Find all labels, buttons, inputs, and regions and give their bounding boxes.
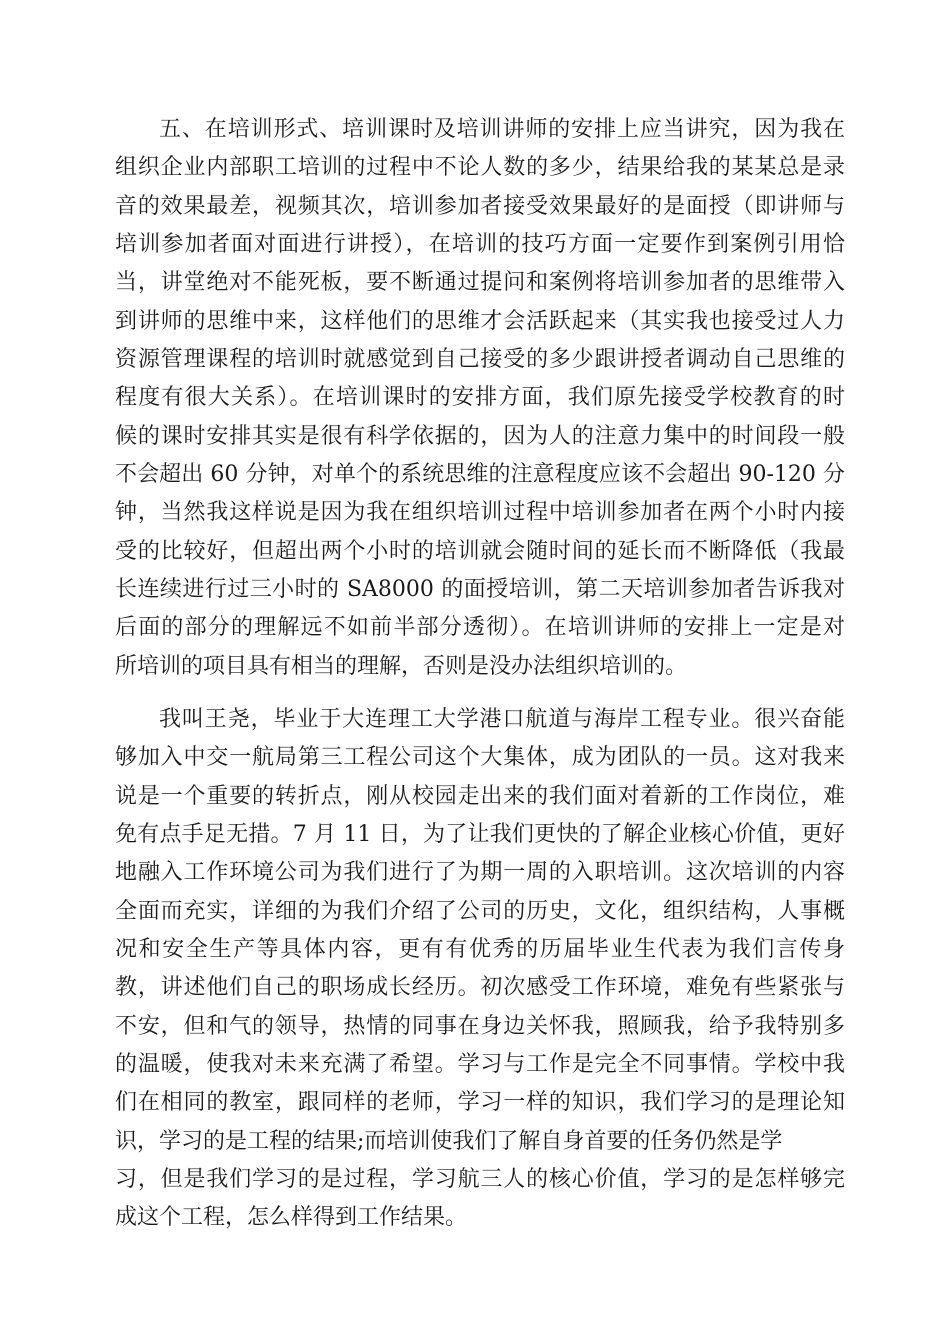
paragraph-line: 所培训的项目具有相当的理解，否则是没办法组织培训的。 — [115, 653, 688, 679]
paragraph-line: 不会超出 60 分钟，对单个的系统思维的注意程度应该不会超出 90-120 分 — [115, 462, 845, 488]
paragraph-line: 培训参加者面对面进行讲授），在培训的技巧方面一定要作到案例引用恰 — [115, 232, 845, 258]
paragraph-line: 们在相同的教室，跟同样的老师，学习一样的知识，我们学习的是理论知 — [115, 1090, 845, 1116]
paragraph-line: 程度有很大关系）。在培训课时的安排方面，我们原先接受学校教育的时 — [115, 385, 845, 411]
paragraph-line: 资源管理课程的培训时就感觉到自己接受的多少跟讲授者调动自己思维的 — [115, 347, 845, 373]
paragraph-line: 况和安全生产等具体内容，更有有优秀的历届毕业生代表为我们言传身 — [115, 937, 845, 963]
paragraph-line: 组织企业内部职工培训的过程中不论人数的多少，结果给我的某某总是录 — [115, 155, 845, 181]
paragraph-induction-training — [115, 701, 845, 1238]
paragraph-line: 音的效果最差，视频其次，培训参加者接受效果最好的是面授（即讲师与 — [115, 193, 845, 219]
paragraph-line: 当，讲堂绝对不能死板，要不断通过提问和案例将培训参加者的思维带入 — [115, 270, 845, 296]
paragraph-line: 识，学习的是工程的结果;而培训使我们了解自身首要的任务仍然是学 — [115, 1128, 783, 1154]
paragraph-line: 五、在培训形式、培训课时及培训讲师的安排上应当讲究，因为我在 — [159, 117, 845, 142]
paragraph-line: 钟，当然我这样说是因为我在组织培训过程中培训参加者在两个小时内接 — [115, 500, 845, 526]
paragraph-line: 候的课时安排其实是很有科学依据的，因为人的注意力集中的时间段一般 — [115, 423, 845, 449]
paragraph-line: 后面的部分的理解远不如前半部分透彻）。在培训讲师的安排上一定是对 — [115, 615, 845, 641]
paragraph-line: 够加入中交一航局第三工程公司这个大集体，成为团队的一员。这对我来 — [115, 745, 845, 771]
paragraph-line: 地融入工作环境公司为我们进行了为期一周的入职培训。这次培训的内容 — [115, 860, 845, 886]
paragraph-line: 全面而充实，详细的为我们介绍了公司的历史，文化，组织结构，人事概 — [115, 898, 845, 924]
paragraph-line: 说是一个重要的转折点，刚从校园走出来的我们面对着新的工作岗位，难 — [115, 783, 845, 809]
paragraph-training-arrangement — [115, 111, 845, 686]
paragraph-line: 长连续进行过三小时的 SA8000 的面授培训，第二天培训参加者告诉我对 — [115, 577, 845, 603]
paragraph-line: 到讲师的思维中来，这样他们的思维才会活跃起来（其实我也接受过人力 — [115, 308, 845, 334]
paragraph-line: 教，讲述他们自己的职场成长经历。初次感受工作环境，难免有些紧张与 — [115, 975, 845, 1001]
paragraph-line: 成这个工程，怎么样得到工作结果。 — [115, 1205, 468, 1231]
paragraph-line: 受的比较好，但超出两个小时的培训就会随时间的延长而不断降低（我最 — [115, 538, 845, 564]
paragraph-line: 我叫王尧，毕业于大连理工大学港口航道与海岸工程专业。很兴奋能 — [159, 707, 845, 732]
paragraph-line: 不安，但和气的领导，热情的同事在身边关怀我，照顾我，给予我特别多 — [115, 1013, 845, 1039]
paragraph-line: 免有点手足无措。7 月 11 日，为了让我们更快的了解企业核心价值，更好 — [115, 822, 845, 848]
paragraph-line: 习，但是我们学习的是过程，学习航三人的核心价值，学习的是怎样够完 — [115, 1167, 845, 1193]
paragraph-line: 的温暖，使我对未来充满了希望。学习与工作是完全不同事情。学校中我 — [115, 1052, 845, 1078]
